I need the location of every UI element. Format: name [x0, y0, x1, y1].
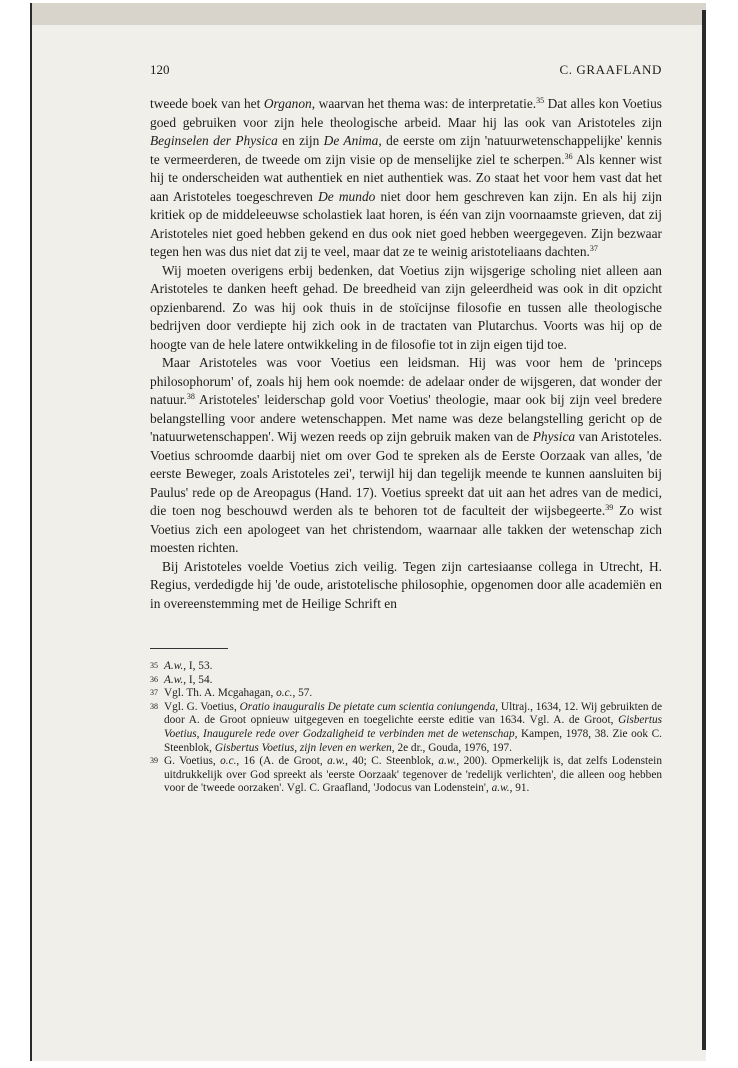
footnotes — [150, 660, 662, 796]
scan-top-shadow — [30, 3, 706, 25]
footnote-rule — [150, 648, 228, 649]
footnote-text: A.w., I, 53. — [164, 660, 213, 672]
footnote-text: Vgl. G. Voetius, Oratio inauguralis De pietate cum scientia coniungenda, Ultraj., 1634, 12. Wij gebruikten de door A. de Groot opnieuw uitgegeven en toegelichte eerste editie van 1634. Vgl. A. de Groot, Gisbertus Voetius, Inaugurele rede over Godzaligheid te verbinden met de wetenschap, Kampen, 1978, 38. Zie ook C. Steenblok, Gisbertus Voetius, zijn leven en werken, 2e dr., Gouda, 1976, 197. — [164, 700, 663, 754]
footnote-number: 36 — [150, 674, 158, 684]
paragraph: Bij Aristoteles voelde Voetius zich veilig. Tegen zijn cartesiaanse collega in Utrecht, H. Regius, verdedigde hij 'de oude, aristotelische philosophie, opgenomen door alle academiën en in overeenstemming met de Heilige Schrift en — [150, 558, 662, 611]
paragraph: Wij moeten overigens erbij bedenken, dat Voetius zijn wijsgerige scholing niet alleen aan Aristoteles te danken heeft gehad. De breedheid van zijn geleerdheid was ook in dit opzicht opzienbarend. Zo was hij ook thuis in de stoïcijnse filosofie en tussen alle theologische bedrijven door verdiepte hij zich ook in de tractaten van Plutarchus. Voorts was hij op de hoogte van de hele latere ontwikkeling in de filosofie tot in zijn eigen tijd toe. — [150, 262, 662, 352]
footnote — [150, 755, 662, 796]
footnote — [150, 701, 662, 755]
footnote — [150, 660, 662, 674]
footnote-number: 39 — [150, 756, 158, 766]
paragraph: Maar Aristoteles was voor Voetius een leidsman. Hij was voor hem de 'princeps philosophorum' of, zoals hij hem ook noemde: de adelaar onder de wijsgeren, dat wonder der natuur.$^{38}$ Aristoteles' leiderschap gold voor Voetius' theologie, maar ook bij zijn veel bredere belangstelling voor andere wetenschappen. Met name was deze belangstelling gericht op de 'natuurwetenschappen'. Wij wezen reeds op zijn gebruik maken van de Physica van Aristoteles. Voetius schroomde daarbij niet om over God te spreken als de Eerste Oorzaak van alles, 'de eerste Beweger, zoals Aristoteles zei', terwijl hij dan tegelijk meende te kunnen aansluiten bij Paulus' rede op de Areopagus (Hand. 17). Voetius spreekt dat uit aan het adres van de medici, die toen nog beschouwd werden als te behoren tot de faculteit der wijsbegeerte.$^{39}$ Zo wist Voetius zich een apologeet van het christendom, waarnaar alle takken der wetenschap zich moesten richten. — [150, 355, 662, 555]
running-header — [150, 62, 662, 82]
page-content — [150, 62, 662, 796]
footnote-number: 35 — [150, 661, 158, 670]
body-text — [150, 95, 662, 613]
footnote — [150, 674, 662, 688]
footnote-text: A.w., I, 54. — [164, 673, 213, 686]
footnote-text: G. Voetius, o.c., 16 (A. de Groot, a.w., 40; C. Steenblok, a.w., 200). Opmerkelijk is, dat zelfs Lodenstein uitdrukkelijk over God spreekt als 'eerste Oorzaak' tegenover de 'redelijk verlichten', die alleen oog hebben voor de 'tweede oorzaken'. Vgl. C. Graafland, 'Jodocus van Lodenstein', a.w., 91. — [164, 755, 662, 795]
scan-right-edge — [702, 10, 706, 1050]
paragraph: tweede boek van het Organon, waarvan het thema was: de interpretatie.$^{35}$ Dat alles kon Voetius goed gebruiken voor zijn hele theologische arbeid. Maar hij las ook van Aristoteles zijn Beginselen der Physica en zijn De Anima, de eerste om zijn 'natuurwetenschappelijke' kennis te vermeerderen, de tweede om zijn visie op de menselijke ziel te scherpen.$^{36}$ Als kenner wist hij te onderscheiden wat authentiek en niet authentiek was. Zo staat het voor hem vast dat het aan Aristoteles toegeschreven De mundo niet door hem geschreven kan zijn. En als hij zijn kritiek op de middeleeuwse scholastiek laat horen, is één van zijn voornaamste grieven, dat zij Aristoteles niet goed hebben gekend en dus ook niet goed hebben weergegeven. Zijn bezwaar tegen hen was dus niet dat zij te veel, maar dat ze te weinig aristoteliaans dachten.$^{37}$ — [150, 96, 663, 259]
scan-left-edge — [30, 3, 32, 1061]
running-author: C. GRAAFLAND — [559, 62, 662, 77]
page-number: 120 — [150, 62, 170, 77]
footnote-text: Vgl. Th. A. Mcgahagan, o.c., 57. — [164, 687, 313, 700]
footnote-number: 38 — [150, 701, 158, 711]
footnote — [150, 687, 662, 701]
footnote-number: 37 — [150, 688, 158, 698]
